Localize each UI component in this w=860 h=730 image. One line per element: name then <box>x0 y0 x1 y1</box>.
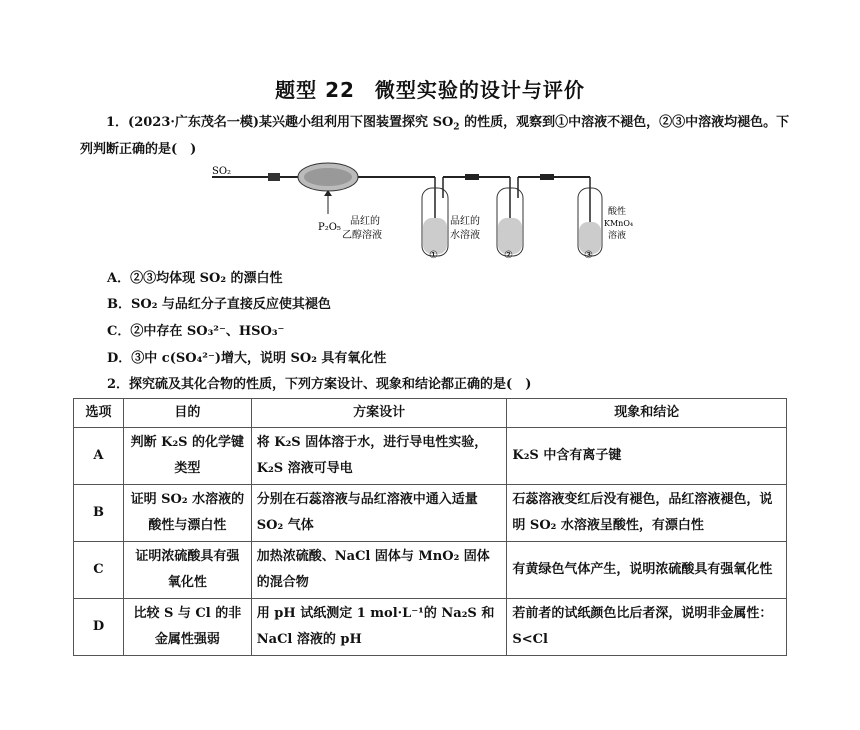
tube1-label-a: 品红的 <box>350 216 380 227</box>
page-title <box>0 74 860 103</box>
desiccant-label: P₂O₅ <box>318 222 341 233</box>
table-row <box>74 542 787 599</box>
question-1-stem: 1．(2023·广东茂名一模)某兴趣小组利用下图装置探究 $SO_2$ 的性质，观察到①中溶液不褪色，②③中溶液均褪色。下列判断正确的是( ) <box>80 115 790 157</box>
row-option: C <box>74 542 124 599</box>
row-option: B <box>74 485 124 542</box>
option-b: B．SO₂ 与品红分子直接反应使其褪色 <box>107 297 331 312</box>
row-goal: 判断 K₂S 的化学键类型 <box>123 428 251 485</box>
row-option: A <box>74 428 124 485</box>
row-plan: 分别在石蕊溶液与品红溶液中通入适量 SO₂ 气体 <box>251 485 507 542</box>
row-plan: 用 pH 试纸测定 1 mol·L⁻¹的 Na₂S 和 NaCl 溶液的 pH <box>251 599 507 656</box>
title-prefix: 题型 22 <box>275 78 355 102</box>
option-a: A．②③均体现 SO₂ 的漂白性 <box>107 271 283 286</box>
tube3-label-c: 溶液 <box>608 231 627 241</box>
option-c: C．②中存在 SO₃²⁻、HSO₃⁻ <box>107 324 285 339</box>
row-result: 有黄绿色气体产生，说明浓硫酸具有强氧化性 <box>507 542 787 599</box>
row-option: D <box>74 599 124 656</box>
table-row <box>74 428 787 485</box>
header-result: 现象和结论 <box>507 399 787 428</box>
row-result: K₂S 中含有离子键 <box>507 428 787 485</box>
row-plan: 将 K₂S 固体溶于水，进行导电性实验，K₂S 溶液可导电 <box>251 428 507 485</box>
apparatus-diagram <box>210 158 634 264</box>
tube3-label-a: 酸性 <box>608 207 627 217</box>
option-d: D．③中 c(SO₄²⁻)增大，说明 SO₂ 具有氧化性 <box>107 351 387 366</box>
tube3-label-b: KMnO₄ <box>604 219 634 228</box>
question-2-stem: 2．探究硫及其化合物的性质，下列方案设计、现象和结论都正确的是( ) <box>107 377 532 392</box>
row-result: 石蕊溶液变红后没有褪色，品红溶液褪色，说明 SO₂ 水溶液呈酸性，有漂白性 <box>507 485 787 542</box>
stem-part-a: 1．(2023·广东茂名一模)某兴趣小组利用下图装置探究 SO <box>106 115 454 130</box>
tube1-number: ① <box>429 250 438 261</box>
row-goal: 证明 SO₂ 水溶液的酸性与漂白性 <box>123 485 251 542</box>
row-goal: 证明浓硫酸具有强氧化性 <box>123 542 251 599</box>
table-row <box>74 599 787 656</box>
tube2-label-b: 水溶液 <box>450 230 480 241</box>
header-option: 选项 <box>74 399 124 428</box>
tube2-label-a: 品红的 <box>450 216 480 227</box>
table-row <box>74 485 787 542</box>
title-text: 微型实验的设计与评价 <box>374 78 585 102</box>
experiment-table <box>73 398 787 656</box>
header-goal: 目的 <box>123 399 251 428</box>
tube3-number: ③ <box>584 250 593 261</box>
tube2-number: ② <box>504 250 513 261</box>
tube-joint <box>268 173 280 181</box>
row-goal: 比较 S 与 Cl 的非金属性强弱 <box>123 599 251 656</box>
row-plan: 加热浓硫酸、NaCl 固体与 MnO₂ 固体的混合物 <box>251 542 507 599</box>
tube1-label-b: 乙醇溶液 <box>342 230 382 241</box>
gas-label: SO₂ <box>212 166 232 177</box>
stem-part-b: 的性质，观察到①中溶液不褪色，②③中溶液均褪色。下列判断正确的是( ) <box>80 115 790 157</box>
table-header-row <box>74 399 787 428</box>
row-result: 若前者的试纸颜色比后者深，说明非金属性：S<Cl <box>507 599 787 656</box>
header-plan: 方案设计 <box>251 399 507 428</box>
